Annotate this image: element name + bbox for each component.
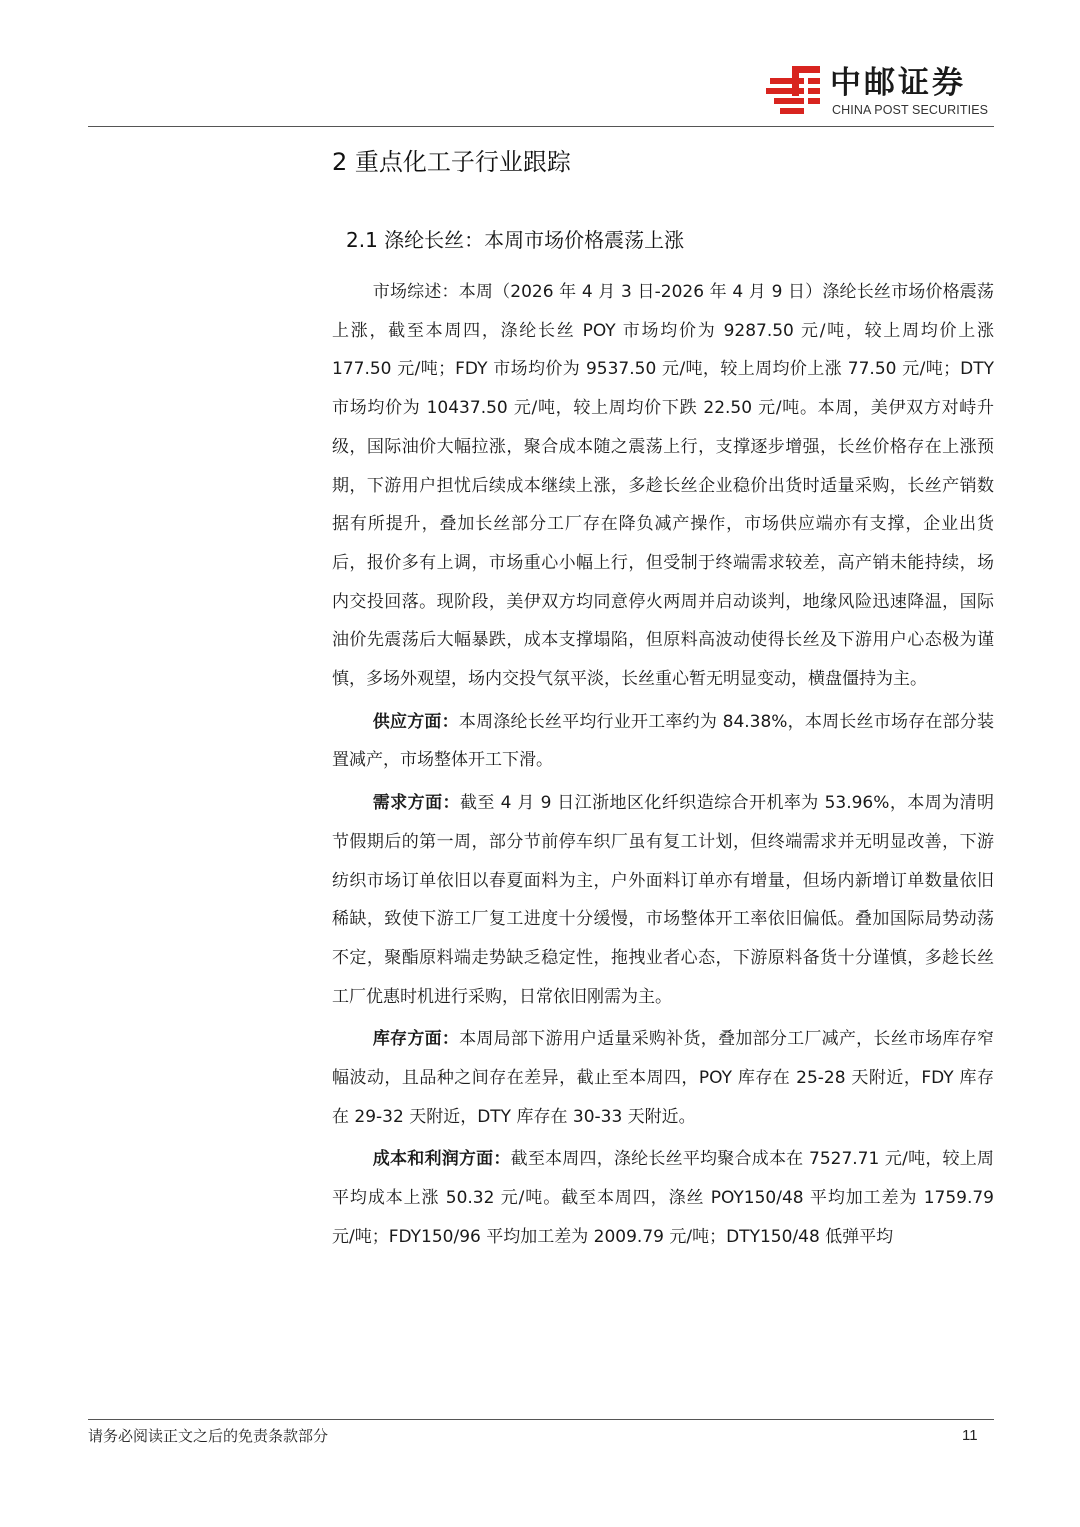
report-body bbox=[332, 273, 994, 1261]
paragraph-lead: 库存方面： bbox=[372, 1029, 460, 1050]
logo-english-name: CHINA POST SECURITIES bbox=[832, 103, 989, 117]
subsection-heading: 2.1 涤纶长丝：本周市场价格震荡上涨 bbox=[346, 228, 685, 252]
paragraph-lead: 成本和利润方面： bbox=[372, 1149, 511, 1170]
paragraph-cost-profit bbox=[332, 1140, 994, 1256]
page-number: 11 bbox=[962, 1427, 978, 1444]
paragraph-text: 本周涤纶长丝平均行业开工率约为 84.38%，本周长丝市场存在部分装置减产，市场整体开工下滑。 bbox=[332, 711, 994, 771]
paragraph-text: 本周局部下游用户适量采购补货，叠加部分工厂减产，长丝市场库存窄幅波动，且品种之间存在差异，截止至本周四，POY 库存在 25-28 天附近，FDY 库存在 29-32 天附近，DTY 库存在 30-33 天附近。 bbox=[332, 1029, 995, 1127]
company-logo bbox=[766, 64, 996, 120]
logo-chinese-name: 中邮证券 bbox=[830, 65, 966, 101]
paragraph-inventory bbox=[332, 1020, 994, 1136]
paragraph-lead: 需求方面： bbox=[372, 793, 460, 814]
paragraph-supply bbox=[332, 703, 994, 780]
china-post-logo-icon bbox=[766, 64, 824, 120]
paragraph-demand bbox=[332, 784, 994, 1016]
paragraph-text: 截至 4 月 9 日江浙地区化纤织造综合开机率为 53.96%，本周为清明节假期后的第一周，部分节前停车织厂虽有复工计划，但终端需求并无明显改善，下游纺织市场订单依旧以春夏面料为主，户外面料订单亦有增量，但场内新增订单数量依旧稀缺，致使下游工厂复工进度十分缓慢，市场整体开工率依旧偏低。叠加国际局势动荡不定，聚酯原料端走势缺乏稳定性，拖拽业者心态，下游原料备货十分谨慎，多趁长丝工厂优惠时机进行采购，日常依旧刚需为主。 bbox=[332, 793, 994, 1007]
paragraph-text: 截至本周四，涤纶长丝平均聚合成本在 7527.71 元/吨，较上周平均成本上涨 50.32 元/吨。截至本周四，涤丝 POY150/48 平均加工差为 1759.79 元/吨；FDY150/96 平均加工差为 2009.79 元/吨；DTY150/48 低弹平均 bbox=[332, 1149, 995, 1247]
footer-disclaimer: 请务必阅读正文之后的免责条款部分 bbox=[88, 1427, 329, 1445]
paragraph-text: 市场综述：本周（2026 年 4 月 3 日-2026 年 4 月 9 日）涤纶长丝市场价格震荡上涨，截至本周四，涤纶长丝 POY 市场均价为 9287.50 元/吨，较上周均价上涨 177.50 元/吨；FDY 市场均价为 9537.50 元/吨，较上周均价上涨 77.50 元/吨；DTY 市场均价为 10437.50 元/吨，较上周均价下跌 22.50 元/吨。本周，美伊双方对峙升级，国际油价大幅拉涨，聚合成本随之震荡上行，支撑逐步增强，长丝价格存在上涨预期，下游用户担忧后续成本继续上涨，多趁长丝企业稳价出货时适量采购，长丝产销数据有所提升，叠加长丝部分工厂存在降负减产操作，市场供应端亦有支撑，企业出货后，报价多有上调，市场重心小幅上行，但受制于终端需求较差，高产销未能持续，场内交投回落。现阶段，美伊双方均同意停火两周并启动谈判，地缘风险迅速降温，国际油价先震荡后大幅暴跌，成本支撑塌陷，但原料高波动使得长丝及下游用户心态极为谨慎，多场外观望，场内交投气氛平淡，长丝重心暂无明显变动，横盘僵持为主。 bbox=[332, 282, 994, 690]
header-divider bbox=[88, 126, 994, 127]
section-heading: 2 重点化工子行业跟踪 bbox=[332, 148, 571, 176]
footer-divider bbox=[88, 1419, 994, 1420]
paragraph-lead: 供应方面： bbox=[372, 711, 459, 732]
paragraph-market-summary bbox=[332, 273, 994, 699]
